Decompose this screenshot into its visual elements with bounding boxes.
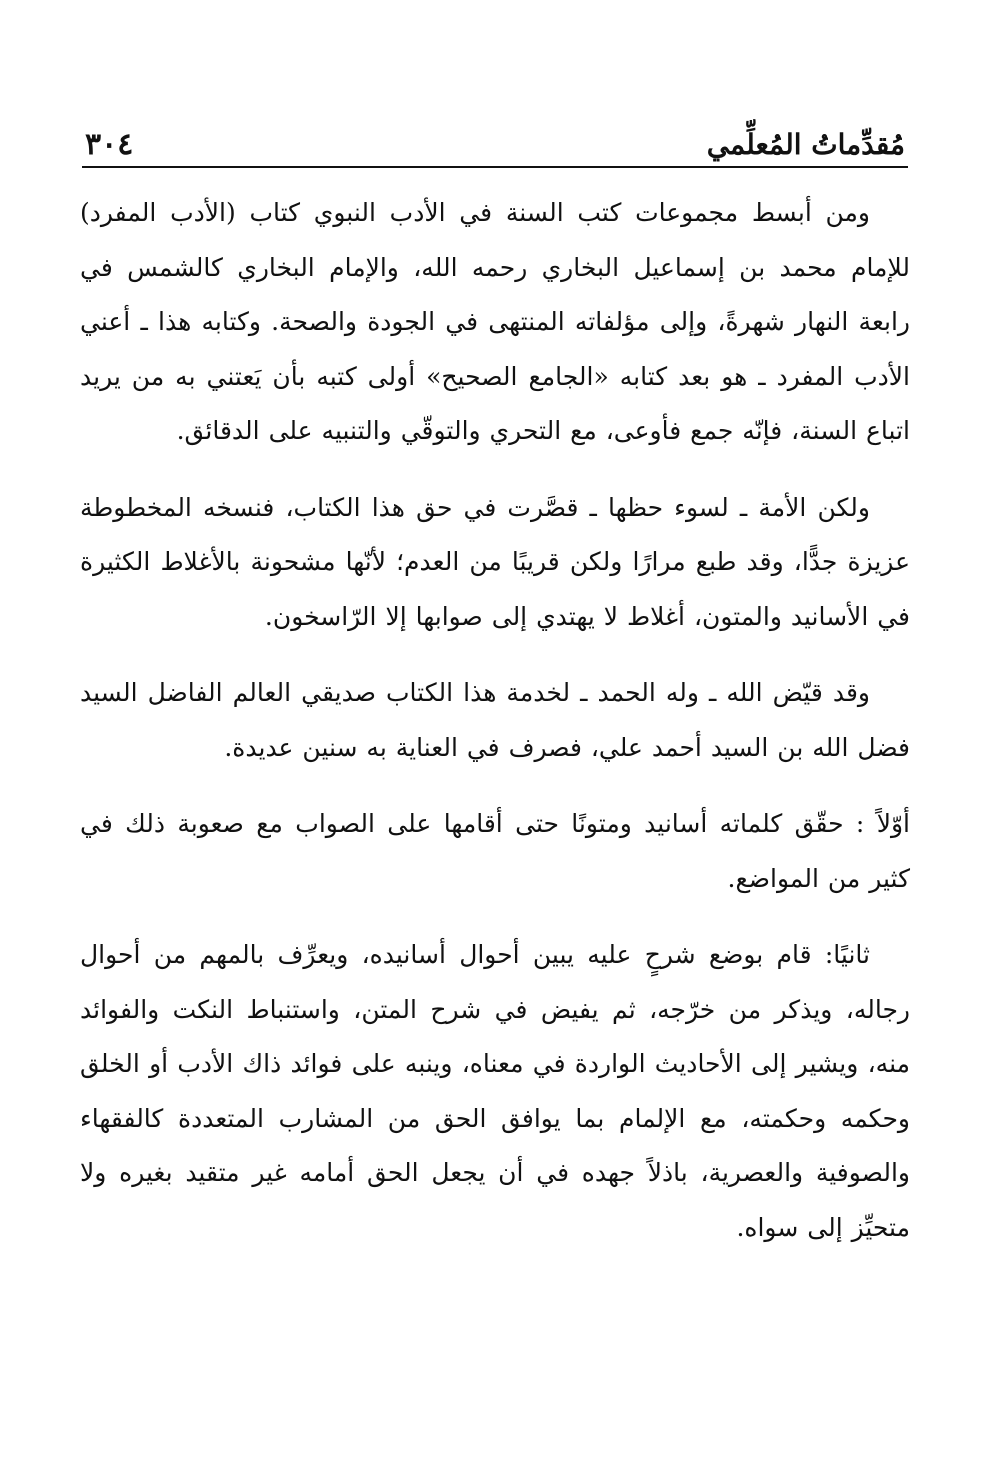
- paragraph-fadlullah: وقد قيّض الله ـ وله الحمد ـ لخدمة هذا الكتاب صديقي العالم الفاضل السيد فضل الله بن السيد أحمد علي، فصرف في العناية به سنين عديدة.: [80, 678, 910, 762]
- header-divider: [82, 166, 908, 168]
- paragraph-second-point: ثانيًا: قام بوضع شرحٍ عليه يبين أحوال أسانيده، ويعرِّف بالمهم من أحوال رجاله، ويذكر من خرّجه، ثم يفيض في شرح المتن، واستنباط النكت والفوائد منه، ويشير إلى الأحاديث الواردة في معناه، وينبه على فوائد ذاك الأدب أو الخلق وحكمه وحكمته، مع الإلمام بما يوافق الحق من المشارب المتعددة كالفقهاء والصوفية والعصرية، باذلاً جهده في أن يجعل الحق أمامه غير متقيد بغيره ولا متحيِّز إلى سواه.: [80, 940, 910, 1242]
- page-body: [80, 186, 910, 1277]
- running-title: مُقدِّماتُ المُعلِّمي: [706, 127, 905, 161]
- paragraph-first-point: أوّلاً : حقّق كلماته أسانيد ومتونًا حتى أقامها على الصواب مع صعوبة ذلك في كثير من المواضع.: [80, 809, 910, 893]
- paragraph-ummah-neglect: ولكن الأمة ـ لسوء حظها ـ قصَّرت في حق هذا الكتاب، فنسخه المخطوطة عزيزة جدًّا، وقد طبع مرارًا ولكن قريبًا من العدم؛ لأنّها مشحونة بالأغلاط الكثيرة في الأسانيد والمتون، أغلاط لا يهتدي إلى صوابها إلا الرّاسخون.: [80, 492, 910, 631]
- page-number: ٣٠٤: [85, 126, 134, 162]
- paragraph-adab-mufrad-intro: ومن أبسط مجموعات كتب السنة في الأدب النبوي كتاب (الأدب المفرد) للإمام محمد بن إسماعيل البخاري رحمه الله، والإمام البخاري كالشمس في رابعة النهار شهرةً، وإلى مؤلفاته المنتهى في الجودة والصحة. وكتابه هذا ـ أعني الأدب المفرد ـ هو بعد كتابه «الجامع الصحيح» أولى كتبه بأن يَعتني به من يريد اتباع السنة، فإنّه جمع فأوعى، مع التحري والتوقّي والتنبيه على الدقائق.: [80, 198, 910, 445]
- page-header: [85, 118, 905, 170]
